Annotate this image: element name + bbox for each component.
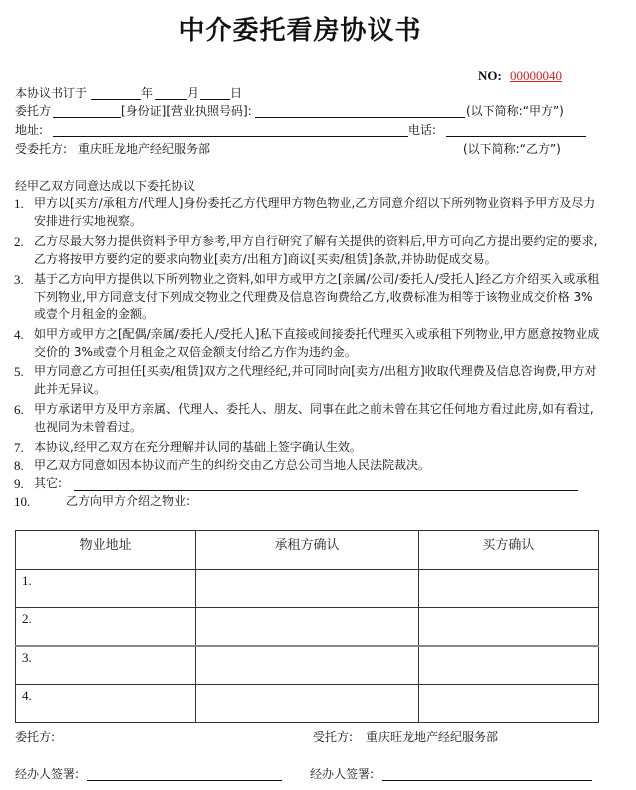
row-index[interactable]: 2. [16, 608, 196, 647]
sign-client-label: 委托方: [15, 730, 56, 744]
tenant-confirm-cell[interactable] [196, 608, 419, 647]
clause-text: 甲方承诺甲方及甲方亲属、代理人、委托人、朋友、同事在此之前未曾在其它任何地方看过此房,如有看过,也视同为未曾看过。 [34, 402, 594, 434]
address-label: 地址: [15, 123, 44, 137]
clause-text: 基于乙方向甲方提供以下所列物业之资料,如甲方或甲方之[亲属/公司/委托人/受托人]经乙方介绍买入或承租下列物业,甲方同意支付下列成交物业之代理费及信息咨询费给乙方,收费标准为相等于该物业成交价格 3%或壹个月租金的金额。 [34, 272, 600, 321]
clause-text: 本协议,经甲乙双方在充分理解并认同的基础上签字确认生效。 [34, 440, 362, 454]
column-header-tenant-confirm: 承租方确认 [196, 531, 419, 570]
sign-agent-label: 受托方: [313, 730, 354, 744]
row-index[interactable]: 4. [16, 685, 196, 723]
number-label: NO: [478, 68, 502, 83]
clause-number: 6. [14, 402, 24, 417]
year-field[interactable] [91, 99, 141, 100]
column-header-address: 物业地址 [16, 531, 196, 570]
table-row [16, 646, 599, 685]
table-header-row [16, 531, 599, 570]
clause-text: 如甲方或甲方之[配偶/亲属/委托人/受托人]私下直接或间接委托代理买入或承租下列物业,甲方愿意按物业成交价的 3%或壹个月租金之双倍金额支付给乙方作为违约金。 [34, 327, 600, 359]
month-field[interactable] [155, 99, 187, 100]
other-terms-field[interactable] [74, 490, 578, 491]
clause-number: 10. [14, 494, 31, 509]
id-number-field[interactable] [255, 117, 465, 118]
buyer-confirm-cell[interactable] [418, 646, 598, 685]
clause-number: 1. [14, 196, 24, 211]
client-label: 委托方 [15, 104, 52, 118]
clause-2 [14, 233, 604, 268]
clause-text: 其它: [34, 476, 63, 490]
table-row [16, 685, 599, 723]
row-index[interactable]: 3. [16, 646, 196, 685]
clause-4 [14, 326, 604, 361]
day-label: 日 [230, 86, 243, 100]
clause-5 [14, 363, 604, 398]
address-field[interactable] [53, 136, 408, 137]
clause-number: 4. [14, 327, 24, 342]
clause-3 [14, 271, 604, 324]
phone-field[interactable] [446, 136, 586, 137]
agent-name: 重庆旺龙地产经纪服务部 [78, 142, 211, 156]
clause-6 [14, 401, 604, 436]
number-value: 00000040 [510, 68, 562, 83]
clause-text: 乙方尽最大努力提供资料予甲方参考,甲方自行研究了解有关提供的资料后,甲方可向乙方提出要约定的要求,乙方将按甲方要约定的要求向物业[卖方/出租方]商议[买卖/租赁]条款,并协助促成交易。 [34, 234, 598, 266]
buyer-confirm-cell[interactable] [418, 608, 598, 647]
column-header-buyer-confirm: 买方确认 [418, 531, 598, 570]
clause-text: 甲方同意乙方可担任[买卖/租赁]双方之代理经纪,并可同时向[卖方/出租方]收取代理费及信息咨询费,甲方对此并无异议。 [34, 364, 597, 396]
clause-number: 5. [14, 364, 24, 379]
clause-number: 7. [14, 440, 24, 455]
agent-label: 受委托方: [15, 142, 68, 156]
clause-1 [14, 195, 604, 230]
handler-left-label: 经办人签署: [15, 767, 80, 781]
buyer-confirm-cell[interactable] [418, 570, 598, 608]
client-alias: (以下简称:“甲方”) [466, 104, 564, 118]
sign-agent-name: 重庆旺龙地产经纪服务部 [366, 730, 499, 744]
month-label: 月 [187, 86, 200, 100]
handler-right-label: 经办人签署: [310, 767, 375, 781]
year-label: 年 [141, 86, 154, 100]
table-row [16, 608, 599, 647]
id-label: [身份证][营业执照号码]: [121, 104, 252, 118]
tenant-confirm-cell[interactable] [196, 646, 419, 685]
buyer-confirm-cell[interactable] [418, 685, 598, 723]
clause-number: 8. [14, 458, 24, 473]
client-name-field[interactable] [53, 117, 121, 118]
intro-text: 经甲乙双方同意达成以下委托协议 [15, 179, 196, 193]
clause-text: 甲方以[买方/承租方/代理人]身份委托乙方代理甲方物色物业,乙方同意介绍以下所列物业资料予甲方及尽力安排进行实地视察。 [34, 196, 596, 228]
clause-number: 3. [14, 272, 24, 287]
clause-text: 甲乙双方同意如因本协议而产生的纠纷交由乙方总公司当地人民法院裁决。 [34, 458, 431, 472]
clause-text: 乙方向甲方介绍之物业: [66, 494, 191, 508]
handler-left-signature-field[interactable] [87, 780, 282, 781]
document-title: 中介委托看房协议书 [178, 16, 422, 46]
phone-label: 电话: [408, 123, 437, 137]
clause-number: 2. [14, 234, 24, 249]
table-row [16, 570, 599, 608]
clause-7 [14, 439, 604, 457]
tenant-confirm-cell[interactable] [196, 685, 419, 723]
day-field[interactable] [200, 99, 230, 100]
handler-right-signature-field[interactable] [382, 780, 592, 781]
clause-8 [14, 457, 604, 475]
date-prefix: 本协议书订于 [15, 86, 88, 100]
row-index[interactable]: 1. [16, 570, 196, 608]
clause-10 [14, 493, 604, 511]
clause-number: 9. [14, 476, 24, 491]
agent-alias: (以下简称:“乙方”) [463, 142, 561, 156]
property-table [15, 530, 599, 723]
tenant-confirm-cell[interactable] [196, 570, 419, 608]
